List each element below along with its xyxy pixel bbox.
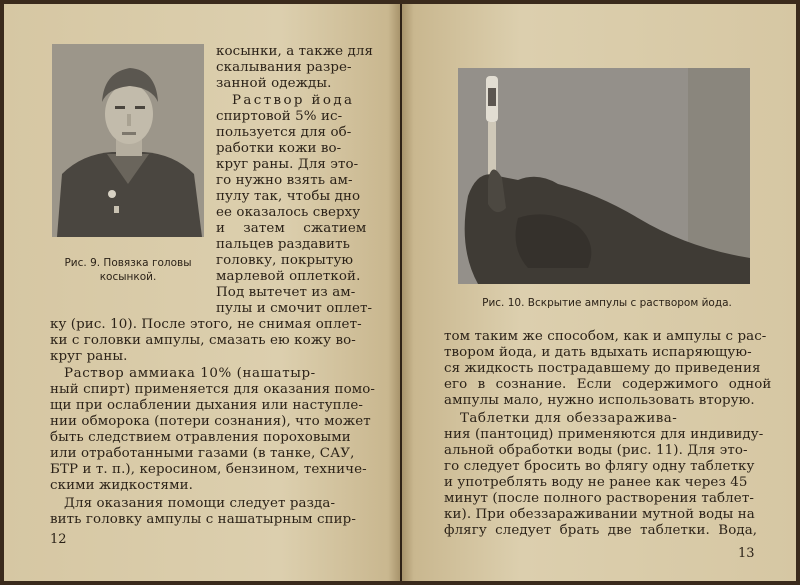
text-line: скими жидкостями. bbox=[50, 478, 193, 493]
text-line: Раствор йода bbox=[232, 93, 355, 108]
text-line: том таким же способом, как и ампулы с рас- bbox=[444, 329, 767, 344]
text-line: ки с головки ампулы, смазать ею кожу во- bbox=[50, 333, 356, 348]
caption-line: Рис. 9. Повязка головы bbox=[64, 257, 192, 269]
text-line: ки). При обеззараживании мутной воды на bbox=[444, 507, 755, 522]
text-line: скалывания разре- bbox=[216, 60, 352, 75]
text-line: марлевой оплеткой. bbox=[216, 269, 361, 284]
page-number-left: 12 bbox=[50, 532, 67, 547]
hand-ampoule-photo bbox=[458, 68, 750, 284]
left-page bbox=[4, 4, 400, 581]
right-page bbox=[402, 4, 796, 581]
text-line: или отработанными газами (в танке, САУ, bbox=[50, 446, 355, 461]
figure-9-caption bbox=[48, 256, 208, 284]
text-line: альной обработки воды (рис. 11). Для это- bbox=[444, 443, 748, 458]
text-line: косынки, а также для bbox=[216, 44, 374, 59]
person-head-bandage-image bbox=[52, 44, 204, 237]
text-line: Под вытечет из ам- bbox=[216, 285, 356, 300]
page-number-right: 13 bbox=[738, 546, 755, 561]
caption-line: косынкой. bbox=[99, 271, 157, 283]
text-line: пальцев раздавить bbox=[216, 237, 350, 252]
text-line: го нужно взять ам- bbox=[216, 173, 353, 188]
text-line: твором йода, и дать вдыхать испаряющую- bbox=[444, 345, 752, 360]
text-line: круг раны. bbox=[50, 349, 128, 364]
text-line: спиртовой 5% ис- bbox=[216, 109, 343, 124]
text-line: БТР и т. п.), керосином, бензином, техниче- bbox=[50, 462, 367, 477]
text-line: ся жидкость пострадавшему до приведения bbox=[444, 361, 761, 376]
text-line: круг раны. Для это- bbox=[216, 157, 359, 172]
text-line: вить головку ампулы с нашатырным спир- bbox=[50, 512, 356, 527]
text-line: быть следствием отравления пороховыми bbox=[50, 430, 351, 445]
text-line: занной одежды. bbox=[216, 76, 332, 91]
text-line: и затем сжатием bbox=[216, 221, 367, 236]
text-line: Раствор аммиака 10% (нашатыр- bbox=[64, 366, 316, 381]
hand-holding-ampoule-image bbox=[458, 68, 750, 284]
portrait-photo bbox=[52, 44, 204, 237]
text-line: флягу следует брать две таблетки. Вода, bbox=[444, 523, 758, 538]
text-line: го следует бросить во флягу одну таблетку bbox=[444, 459, 755, 474]
text-line: ее оказалось сверху bbox=[216, 205, 361, 220]
text-line: минут (после полного растворения таблет- bbox=[444, 491, 754, 506]
text-line: нии обморока (потери сознания), что может bbox=[50, 414, 371, 429]
text-line: и употреблять воду не ранее как через 45 bbox=[444, 475, 748, 490]
text-line: головку, покрытую bbox=[216, 253, 354, 268]
text-line: ный спирт) применяется для оказания помо- bbox=[50, 382, 376, 397]
text-line: пулы и смочит оплет- bbox=[216, 301, 373, 316]
figure-10-caption: Рис. 10. Вскрытие ампулы с раствором йода. bbox=[482, 297, 732, 309]
text-line: ампулы мало, нужно использовать вторую. bbox=[444, 393, 755, 408]
text-line: его в сознание. Если содержимого одной bbox=[444, 377, 772, 392]
text-line: пользуется для об- bbox=[216, 125, 352, 140]
text-line: ку (рис. 10). После этого, не снимая оплет- bbox=[50, 317, 362, 332]
text-line: ния (пантоцид) применяются для индивиду- bbox=[444, 427, 764, 442]
text-line: пулу так, чтобы дно bbox=[216, 189, 361, 204]
text-line: Таблетки для обеззаражива- bbox=[460, 411, 678, 426]
text-line: щи при ослаблении дыхания или наступле- bbox=[50, 398, 363, 413]
text-line: работки кожи во- bbox=[216, 141, 342, 156]
book-spread bbox=[4, 4, 796, 581]
text-line: Для оказания помощи следует разда- bbox=[64, 496, 336, 511]
